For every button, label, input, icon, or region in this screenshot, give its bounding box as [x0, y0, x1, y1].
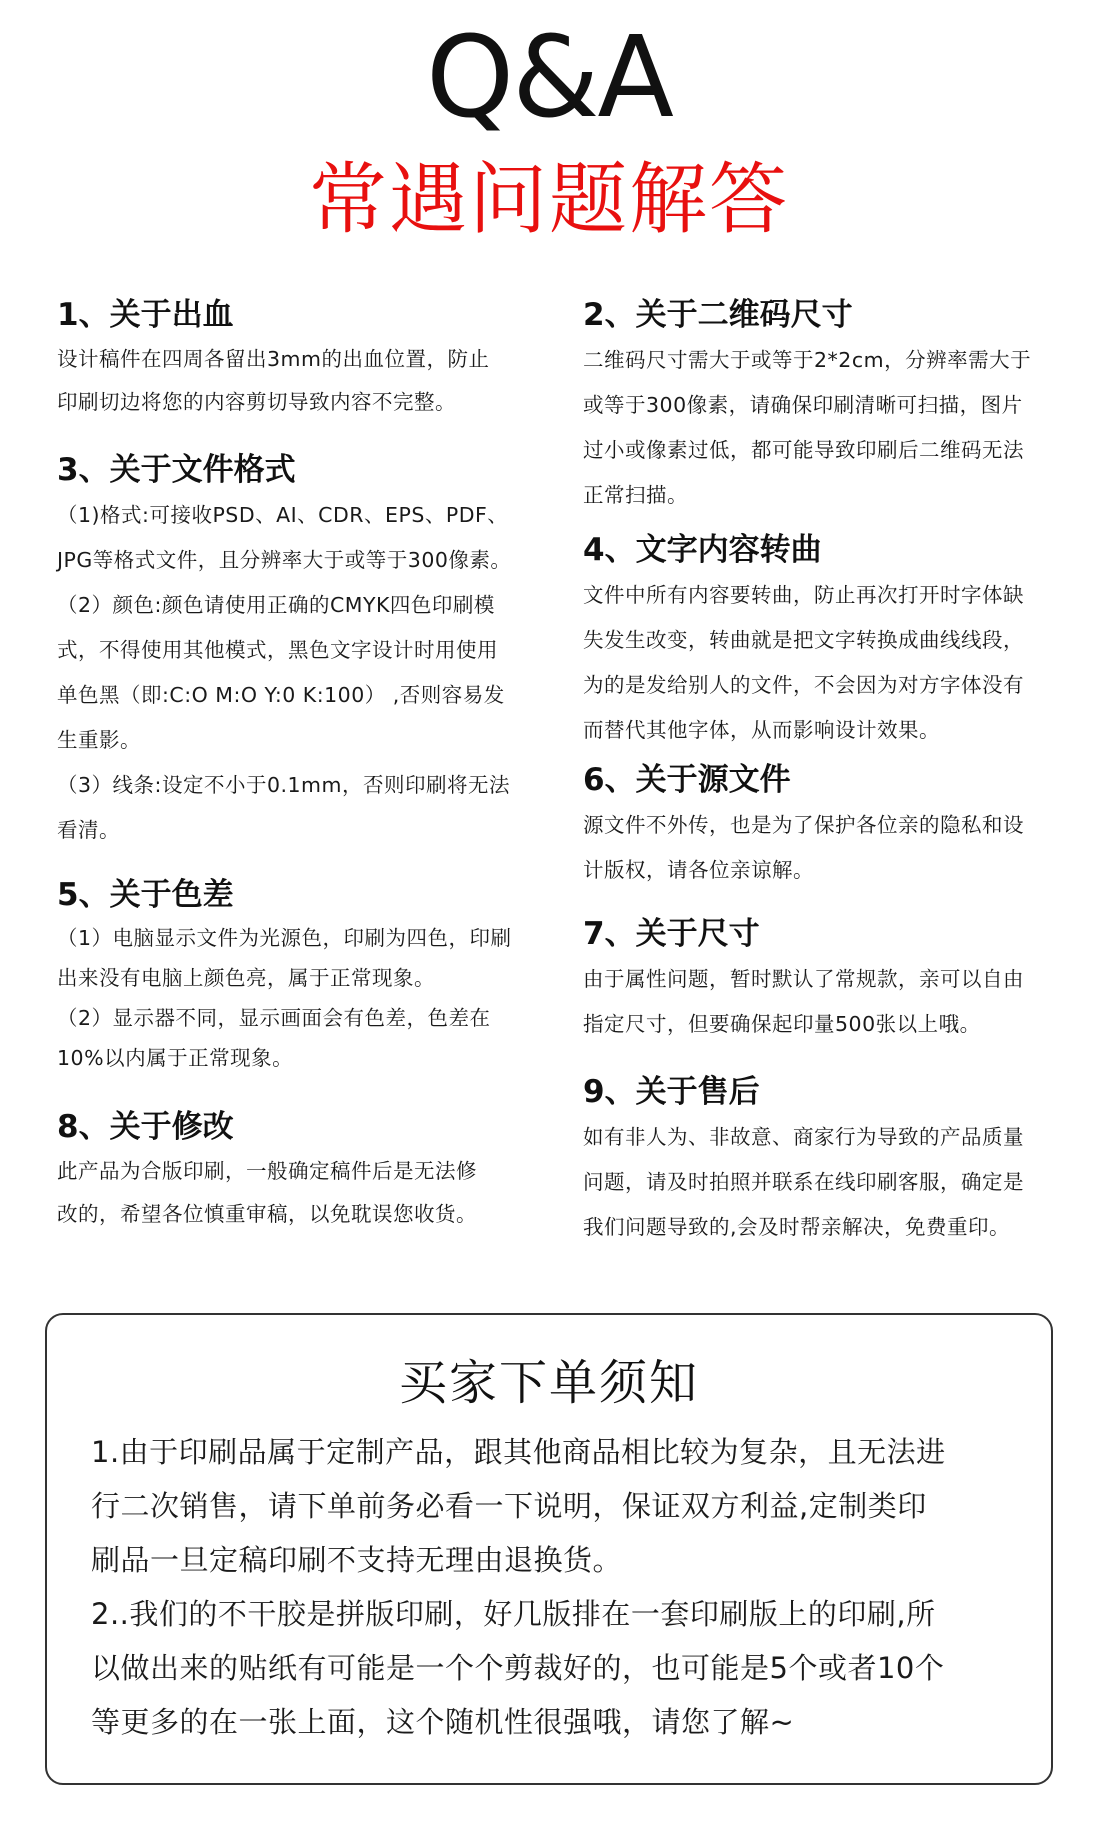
section-line: 由于属性问题，暂时默认了常规款，亲可以自由	[583, 967, 1024, 991]
section-file-format	[57, 451, 547, 853]
section-title: 3、关于文件格式	[57, 452, 296, 488]
section-title: 8、关于修改	[57, 1109, 234, 1145]
section-bleed	[57, 296, 547, 424]
section-qr-code-size	[583, 296, 1063, 518]
section-title: 5、关于色差	[57, 877, 234, 913]
section-line: 正常扫描。	[583, 483, 688, 507]
notice-line: 等更多的在一张上面，这个随机性很强哦，请您了解~	[91, 1705, 795, 1739]
section-title: 4、文字内容转曲	[583, 532, 822, 568]
section-line: 问题，请及时拍照并联系在线印刷客服，确定是	[583, 1170, 1024, 1194]
section-line: 出来没有电脑上颜色亮，属于正常现象。	[57, 966, 435, 990]
notice-line: 行二次销售，请下单前务必看一下说明，保证双方利益,定制类印	[91, 1489, 927, 1523]
section-line: 单色黑（即:C:O M:O Y:0 K:100） ,否则容易发	[57, 683, 505, 707]
section-line: 印刷切边将您的内容剪切导致内容不完整。	[57, 390, 456, 414]
section-line: 文件中所有内容要转曲，防止再次打开时字体缺	[583, 583, 1024, 607]
section-line: 或等于300像素，请确保印刷清晰可扫描，图片	[583, 393, 1023, 417]
section-body	[583, 1115, 1063, 1250]
section-line: 我们问题导致的,会及时帮亲解决，免费重印。	[583, 1215, 1011, 1239]
section-line: 指定尺寸，但要确保起印量500张以上哦。	[583, 1012, 981, 1036]
notice-line: 以做出来的贴纸有可能是一个个剪裁好的，也可能是5个或者10个	[91, 1651, 945, 1685]
section-title: 6、关于源文件	[583, 762, 791, 798]
section-line: 计版权，请各位亲谅解。	[583, 858, 814, 882]
section-body	[57, 918, 547, 1078]
section-title: 2、关于二维码尺寸	[583, 297, 853, 333]
section-size	[583, 915, 1063, 1047]
section-line: 式，不得使用其他模式，黑色文字设计时用使用	[57, 638, 498, 662]
section-line: 为的是发给别人的文件，不会因为对方字体没有	[583, 673, 1024, 697]
page-title-cn: 常遇问题解答	[308, 155, 789, 245]
section-source-file	[583, 761, 1063, 893]
page-title-en: Q&A	[425, 13, 673, 143]
section-line: （3）线条:设定不小于0.1mm，否则印刷将无法	[57, 773, 510, 797]
section-line: 改的，希望各位慎重审稿，以免耽误您收货。	[57, 1202, 477, 1226]
section-body	[583, 957, 1063, 1047]
notice-line: 刷品一旦定稿印刷不支持无理由退换货。	[91, 1543, 623, 1577]
section-line: 如有非人为、非故意、商家行为导致的产品质量	[583, 1125, 1024, 1149]
section-title: 7、关于尺寸	[583, 916, 760, 952]
section-body	[583, 338, 1063, 518]
notice-title: 买家下单须知	[398, 1355, 699, 1411]
section-line: 源文件不外传，也是为了保护各位亲的隐私和设	[583, 813, 1024, 837]
section-title: 1、关于出血	[57, 297, 234, 333]
section-line: 设计稿件在四周各留出3mm的出血位置，防止	[57, 347, 490, 371]
section-after-sales	[583, 1073, 1063, 1250]
section-color-difference	[57, 876, 547, 1078]
section-line: （1)格式:可接收PSD、AI、CDR、EPS、PDF、	[57, 503, 509, 527]
section-body	[583, 573, 1063, 753]
section-line: 而替代其他字体，从而影响设计效果。	[583, 718, 940, 742]
section-title: 9、关于售后	[583, 1074, 760, 1110]
section-body	[57, 493, 547, 853]
section-line: 二维码尺寸需大于或等于2*2cm，分辨率需大于	[583, 348, 1032, 372]
notice-body	[91, 1425, 1021, 1749]
section-line: （2）颜色:颜色请使用正确的CMYK四色印刷模	[57, 593, 495, 617]
section-line: JPG等格式文件，且分辨率大于或等于300像素。	[57, 548, 512, 572]
section-line: 看清。	[57, 818, 120, 842]
notice-line: 1.由于印刷品属于定制产品，跟其他商品相比较为复杂，且无法进	[91, 1435, 946, 1469]
section-line: 过小或像素过低，都可能导致印刷后二维码无法	[583, 438, 1024, 462]
section-line: （2）显示器不同，显示画面会有色差，色差在	[57, 1006, 491, 1030]
section-line: 生重影。	[57, 728, 141, 752]
section-line: 此产品为合版印刷，一般确定稿件后是无法修	[57, 1159, 477, 1183]
notice-line: 2..我们的不干胶是拼版印刷，好几版排在一套印刷版上的印刷,所	[91, 1597, 936, 1631]
section-line: （1）电脑显示文件为光源色，印刷为四色，印刷	[57, 926, 512, 950]
section-line: 10%以内属于正常现象。	[57, 1046, 294, 1070]
section-body	[57, 1150, 547, 1236]
section-body	[583, 803, 1063, 893]
buyer-notice-box	[45, 1313, 1053, 1785]
section-text-outline	[583, 531, 1063, 753]
section-body	[57, 338, 547, 424]
section-line: 失发生改变，转曲就是把文字转换成曲线线段，	[583, 628, 1024, 652]
section-modification	[57, 1108, 547, 1236]
